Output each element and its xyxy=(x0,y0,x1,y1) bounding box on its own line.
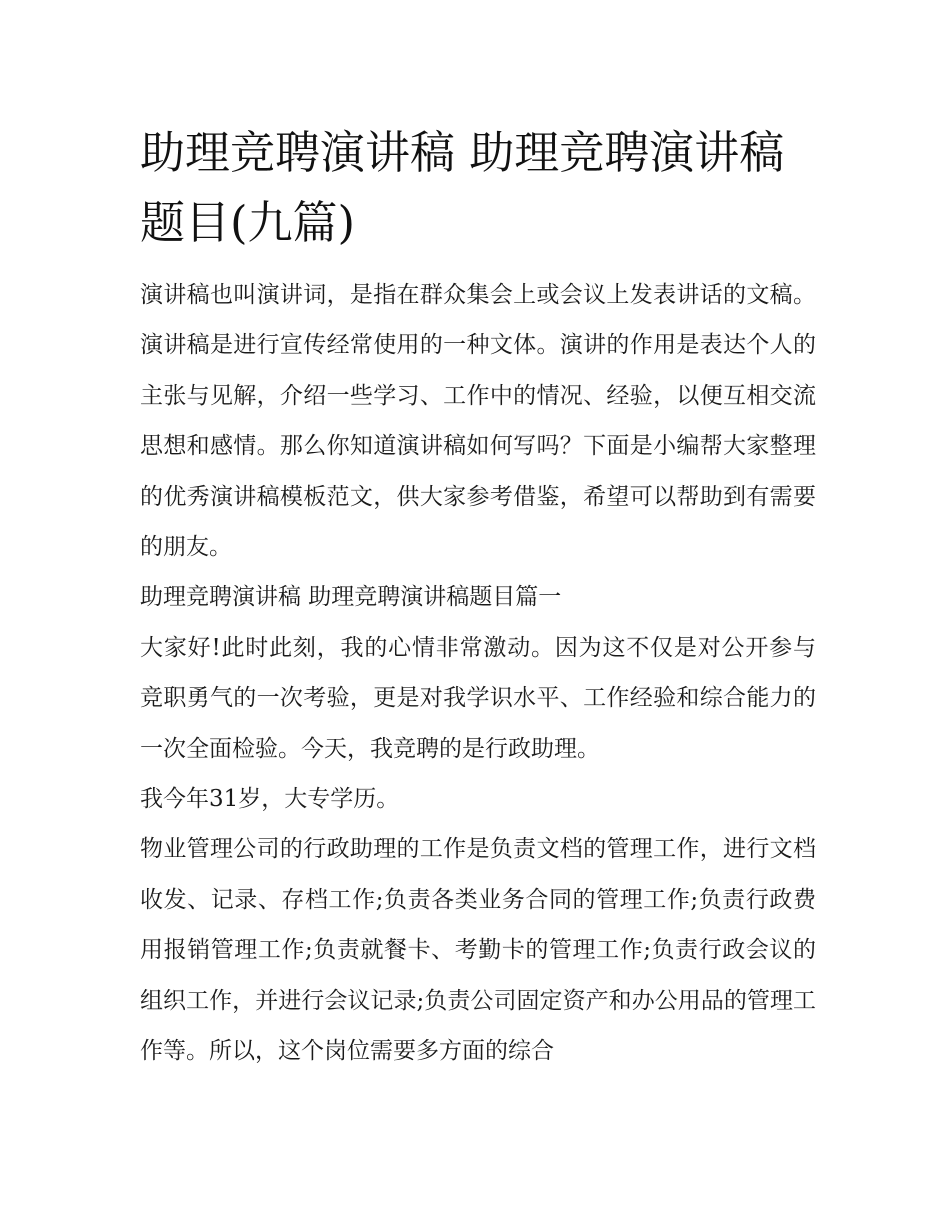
document-body xyxy=(140,270,816,1077)
age-paragraph: 我今年31岁，大专学历。 xyxy=(140,786,400,813)
document-page xyxy=(140,118,816,1077)
duties-paragraph: 物业管理公司的行政助理的工作是负责文档的管理工作，进行文档收发、记录、存档工作;负责各类业务合同的管理工作;负责行政费用报销管理工作;负责就餐卡、考勤卡的管理工作;负责行政会议的组织工作，并进行会议记录;负责公司固定资产和办公用品的管理工作等。所以，这个岗位需要多方面的综合 xyxy=(140,836,816,1065)
section-heading: 助理竞聘演讲稿 助理竞聘演讲稿题目篇一 xyxy=(140,584,562,611)
intro-paragraph: 演讲稿也叫演讲词，是指在群众集会上或会议上发表讲话的文稿。演讲稿是进行宣传经常使用的一种文体。演讲的作用是表达个人的主张与见解，介绍一些学习、工作中的情况、经验，以便互相交流思想和感情。那么你知道演讲稿如何写吗？下面是小编帮大家整理的优秀演讲稿模板范文，供大家参考借鉴，希望可以帮助到有需要的朋友。 xyxy=(140,282,816,561)
greeting-paragraph: 大家好!此时此刻，我的心情非常激动。因为这不仅是对公开参与竞职勇气的一次考验，更是对我学识水平、工作经验和综合能力的一次全面检验。今天，我竞聘的是行政助理。 xyxy=(140,634,816,762)
document-title: 助理竞聘演讲稿 助理竞聘演讲稿题目(九篇) xyxy=(140,126,785,249)
